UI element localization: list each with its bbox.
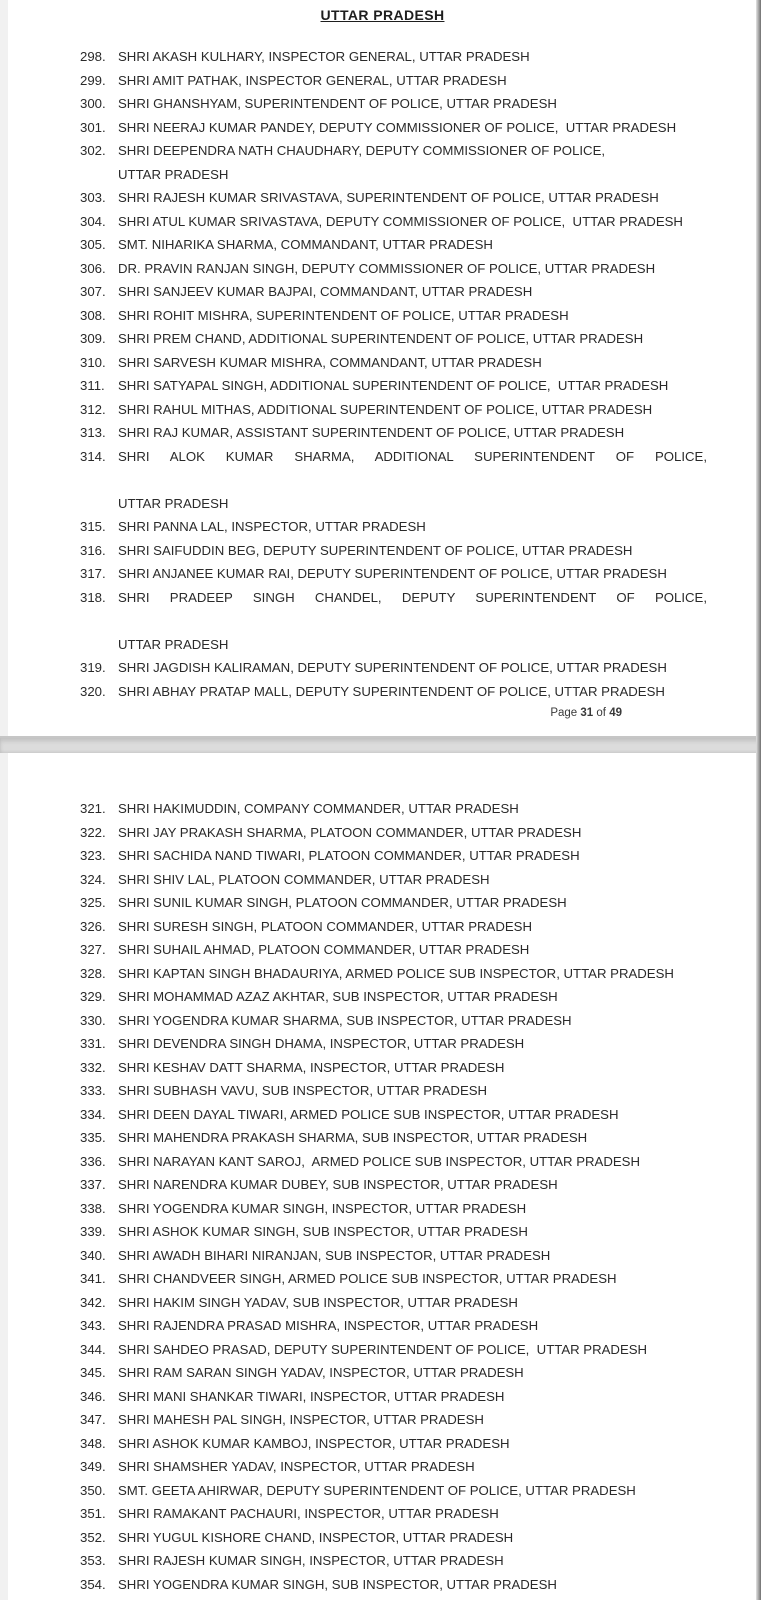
officer-list-item xyxy=(80,1526,707,1550)
officer-list-item xyxy=(80,1408,707,1432)
item-text: SHRI SUHAIL AHMAD, PLATOON COMMANDER, UTTAR PRADESH xyxy=(118,942,530,957)
item-number: 315. xyxy=(80,519,106,534)
item-text-line-1: SHRI PRADEEP SINGH CHANDEL, DEPUTY SUPERINTENDENT OF POLICE, xyxy=(118,589,707,605)
item-number: 342. xyxy=(80,1294,106,1310)
officer-list-item xyxy=(80,421,707,445)
officer-list-item xyxy=(80,844,707,868)
item-text xyxy=(118,586,707,657)
item-number: 347. xyxy=(80,1412,106,1427)
item-text: SHRI ANJANEE KUMAR RAI, DEPUTY SUPERINTENDENT OF POLICE, UTTAR PRADESH xyxy=(118,566,667,581)
item-text: SHRI HAKIMUDDIN, COMPANY COMMANDER, UTTAR PRADESH xyxy=(118,801,519,816)
item-number: 322. xyxy=(80,824,106,840)
item-text: SHRI JAGDISH KALIRAMAN, DEPUTY SUPERINTENDENT OF POLICE, UTTAR PRADESH xyxy=(118,660,667,675)
officer-list-item xyxy=(80,280,707,304)
item-number: 346. xyxy=(80,1388,106,1404)
officer-list-item xyxy=(80,915,707,939)
item-number: 326. xyxy=(80,918,106,934)
item-number: 348. xyxy=(80,1435,106,1451)
officer-list-item xyxy=(80,1479,707,1503)
item-text: SHRI ASHOK KUMAR SINGH, SUB INSPECTOR, UTTAR PRADESH xyxy=(118,1224,528,1239)
item-text-line-2: UTTAR PRADESH xyxy=(118,166,229,182)
item-number: 334. xyxy=(80,1106,106,1122)
item-number: 352. xyxy=(80,1529,106,1545)
item-text: SHRI MOHAMMAD AZAZ AKHTAR, SUB INSPECTOR, UTTAR PRADESH xyxy=(118,989,558,1004)
item-text: SHRI SANJEEV KUMAR BAJPAI, COMMANDANT, UTTAR PRADESH xyxy=(118,284,533,299)
page-1 xyxy=(8,0,757,736)
item-number: 340. xyxy=(80,1247,106,1263)
officer-list-item xyxy=(80,1385,707,1409)
item-text: SHRI RAJESH KUMAR SRIVASTAVA, SUPERINTENDENT OF POLICE, UTTAR PRADESH xyxy=(118,190,659,205)
item-number: 345. xyxy=(80,1365,106,1380)
item-number: 333. xyxy=(80,1083,106,1098)
item-text: SHRI PREM CHAND, ADDITIONAL SUPERINTENDENT OF POLICE, UTTAR PRADESH xyxy=(118,331,644,346)
item-number: 299. xyxy=(80,72,106,88)
item-text: SHRI YOGENDRA KUMAR SHARMA, SUB INSPECTOR, UTTAR PRADESH xyxy=(118,1012,572,1028)
officer-list-item xyxy=(80,1455,707,1479)
item-text: SHRI DEEN DAYAL TIWARI, ARMED POLICE SUB INSPECTOR, UTTAR PRADESH xyxy=(118,1106,619,1122)
item-number: 349. xyxy=(80,1459,106,1474)
item-text: SHRI NEERAJ KUMAR PANDEY, DEPUTY COMMISSIONER OF POLICE, UTTAR PRADESH xyxy=(118,119,677,135)
item-number: 329. xyxy=(80,989,106,1004)
officer-list-item xyxy=(80,586,707,657)
item-number: 336. xyxy=(80,1153,106,1169)
item-number: 311. xyxy=(80,378,105,393)
item-text xyxy=(118,445,707,516)
item-number: 317. xyxy=(80,566,106,581)
officer-list-item xyxy=(80,1197,707,1221)
item-text: SMT. GEETA AHIRWAR, DEPUTY SUPERINTENDENT OF POLICE, UTTAR PRADESH xyxy=(118,1482,636,1498)
footer-current-page: 31 xyxy=(580,707,594,719)
officer-list-item xyxy=(80,985,707,1009)
officer-list-item xyxy=(80,1267,707,1291)
officer-list-item xyxy=(80,445,707,516)
officer-list-item xyxy=(80,962,707,986)
item-number: 354. xyxy=(80,1576,106,1592)
officer-list-item xyxy=(80,656,707,680)
item-text: SMT. NIHARIKA SHARMA, COMMANDANT, UTTAR PRADESH xyxy=(118,237,493,252)
item-text: SHRI ASHOK KUMAR KAMBOJ, INSPECTOR, UTTAR PRADESH xyxy=(118,1435,510,1451)
item-text: SHRI RAHUL MITHAS, ADDITIONAL SUPERINTENDENT OF POLICE, UTTAR PRADESH xyxy=(118,401,653,417)
item-text: SHRI SATYAPAL SINGH, ADDITIONAL SUPERINTENDENT OF POLICE, UTTAR PRADESH xyxy=(118,378,669,393)
item-number: 332. xyxy=(80,1059,106,1075)
officer-list-item xyxy=(80,938,707,962)
officer-list-item xyxy=(80,680,707,704)
officer-list-item xyxy=(80,233,707,257)
item-number: 335. xyxy=(80,1130,106,1145)
officer-list-item xyxy=(80,116,707,140)
item-text: SHRI NARENDRA KUMAR DUBEY, SUB INSPECTOR, UTTAR PRADESH xyxy=(118,1177,558,1192)
officer-list-item xyxy=(80,1314,707,1338)
item-text: SHRI YOGENDRA KUMAR SINGH, INSPECTOR, UTTAR PRADESH xyxy=(118,1200,527,1216)
item-number: 344. xyxy=(80,1341,106,1357)
officer-list-item xyxy=(80,92,707,116)
item-number: 312. xyxy=(80,401,106,417)
item-number: 324. xyxy=(80,871,106,887)
item-text: SHRI ATUL KUMAR SRIVASTAVA, DEPUTY COMMISSIONER OF POLICE, UTTAR PRADESH xyxy=(118,213,683,229)
item-text-line-1: SHRI DEEPENDRA NATH CHAUDHARY, DEPUTY COMMISSIONER OF POLICE, xyxy=(118,143,606,158)
item-text: SHRI YUGUL KISHORE CHAND, INSPECTOR, UTTAR PRADESH xyxy=(118,1529,514,1545)
item-text: SHRI AMIT PATHAK, INSPECTOR GENERAL, UTTAR PRADESH xyxy=(118,72,507,88)
item-number: 337. xyxy=(80,1177,106,1192)
item-number: 307. xyxy=(80,284,106,299)
item-text: SHRI AKASH KULHARY, INSPECTOR GENERAL, UTTAR PRADESH xyxy=(118,49,530,64)
item-number: 301. xyxy=(80,119,106,135)
officer-list-item xyxy=(80,1103,707,1127)
officer-list-item xyxy=(80,797,707,821)
item-text: DR. PRAVIN RANJAN SINGH, DEPUTY COMMISSIONER OF POLICE, UTTAR PRADESH xyxy=(118,260,656,276)
item-number: 341. xyxy=(80,1271,106,1286)
item-number: 339. xyxy=(80,1224,106,1239)
page-2 xyxy=(8,753,757,1600)
item-number: 327. xyxy=(80,942,106,957)
item-number: 351. xyxy=(80,1506,106,1521)
officer-list-item xyxy=(80,562,707,586)
officer-list-item xyxy=(80,868,707,892)
item-number: 328. xyxy=(80,965,106,981)
officer-list-item xyxy=(80,327,707,351)
item-number: 319. xyxy=(80,660,106,675)
item-number: 353. xyxy=(80,1553,106,1568)
item-number: 316. xyxy=(80,542,106,558)
officer-list-item xyxy=(80,69,707,93)
item-text: SHRI SUNIL KUMAR SINGH, PLATOON COMMANDER, UTTAR PRADESH xyxy=(118,895,567,910)
item-number: 302. xyxy=(80,143,106,158)
item-text: SHRI KESHAV DATT SHARMA, INSPECTOR, UTTAR PRADESH xyxy=(118,1059,505,1075)
item-text: SHRI RAJ KUMAR, ASSISTANT SUPERINTENDENT OF POLICE, UTTAR PRADESH xyxy=(118,425,625,440)
item-number: 314. xyxy=(80,448,106,464)
page-title: UTTAR PRADESH xyxy=(320,7,445,23)
item-number: 313. xyxy=(80,425,106,440)
officer-list-item xyxy=(80,1126,707,1150)
officer-list-item xyxy=(80,398,707,422)
officer-list-item xyxy=(80,891,707,915)
item-text: SHRI PANNA LAL, INSPECTOR, UTTAR PRADESH xyxy=(118,519,426,534)
officer-list-item xyxy=(80,515,707,539)
officer-list-item xyxy=(80,821,707,845)
item-text-line-2: UTTAR PRADESH xyxy=(118,495,229,511)
item-text: SHRI GHANSHYAM, SUPERINTENDENT OF POLICE, UTTAR PRADESH xyxy=(118,96,557,111)
item-text-line-2: UTTAR PRADESH xyxy=(118,636,229,652)
officer-list-item xyxy=(80,351,707,375)
officer-list-item xyxy=(80,1244,707,1268)
item-text: SHRI SACHIDA NAND TIWARI, PLATOON COMMANDER, UTTAR PRADESH xyxy=(118,848,580,863)
officer-list-item xyxy=(80,1338,707,1362)
item-text: SHRI RAJENDRA PRASAD MISHRA, INSPECTOR, UTTAR PRADESH xyxy=(118,1318,539,1333)
officer-list-item xyxy=(80,1009,707,1033)
officer-list-item xyxy=(80,1079,707,1103)
item-number: 325. xyxy=(80,895,106,910)
item-text: SHRI SAIFUDDIN BEG, DEPUTY SUPERINTENDENT OF POLICE, UTTAR PRADESH xyxy=(118,542,633,558)
item-number: 298. xyxy=(80,49,106,64)
footer-page-label: Page xyxy=(550,707,578,719)
item-text: SHRI MAHENDRA PRAKASH SHARMA, SUB INSPECTOR, UTTAR PRADESH xyxy=(118,1130,588,1145)
item-text: SHRI SHAMSHER YADAV, INSPECTOR, UTTAR PRADESH xyxy=(118,1459,475,1474)
item-text: SHRI RAMAKANT PACHAURI, INSPECTOR, UTTAR PRADESH xyxy=(118,1506,499,1521)
item-number: 350. xyxy=(80,1482,106,1498)
officer-list-item xyxy=(80,1549,707,1573)
item-number: 343. xyxy=(80,1318,106,1333)
footer-of-label: of xyxy=(596,707,606,719)
officer-list-item xyxy=(80,1032,707,1056)
officer-list-item xyxy=(80,1361,707,1385)
officer-list-page-2 xyxy=(8,753,757,1596)
item-number: 331. xyxy=(80,1036,106,1051)
item-number: 306. xyxy=(80,260,106,276)
item-text: SHRI RAJESH KUMAR SINGH, INSPECTOR, UTTAR PRADESH xyxy=(118,1553,504,1568)
item-text xyxy=(118,139,707,186)
item-number: 330. xyxy=(80,1012,106,1028)
item-number: 338. xyxy=(80,1200,106,1216)
officer-list-item xyxy=(80,186,707,210)
item-text: SHRI DEVENDRA SINGH DHAMA, INSPECTOR, UTTAR PRADESH xyxy=(118,1036,525,1051)
officer-list-item xyxy=(80,1573,707,1597)
item-number: 320. xyxy=(80,683,106,699)
officer-list-item xyxy=(80,45,707,69)
item-number: 303. xyxy=(80,190,106,205)
item-text: SHRI SURESH SINGH, PLATOON COMMANDER, UTTAR PRADESH xyxy=(118,918,532,934)
item-number: 318. xyxy=(80,589,106,605)
officer-list-item xyxy=(80,257,707,281)
officer-list-item xyxy=(80,210,707,234)
officer-list-item xyxy=(80,139,707,186)
officer-list-item xyxy=(80,374,707,398)
item-text: SHRI RAM SARAN SINGH YADAV, INSPECTOR, UTTAR PRADESH xyxy=(118,1365,524,1380)
item-number: 310. xyxy=(80,354,106,370)
item-number: 323. xyxy=(80,848,106,863)
item-text: SHRI KAPTAN SINGH BHADAURIYA, ARMED POLICE SUB INSPECTOR, UTTAR PRADESH xyxy=(118,965,674,981)
page-break-gap xyxy=(0,736,761,753)
item-number: 309. xyxy=(80,331,106,346)
officer-list-item xyxy=(80,1502,707,1526)
item-text: SHRI MANI SHANKAR TIWARI, INSPECTOR, UTTAR PRADESH xyxy=(118,1388,505,1404)
item-number: 321. xyxy=(80,801,106,816)
officer-list-item xyxy=(80,1220,707,1244)
item-text: SHRI ROHIT MISHRA, SUPERINTENDENT OF POLICE, UTTAR PRADESH xyxy=(118,307,569,323)
item-text: SHRI NARAYAN KANT SAROJ, ARMED POLICE SUB INSPECTOR, UTTAR PRADESH xyxy=(118,1153,640,1169)
item-text: SHRI JAY PRAKASH SHARMA, PLATOON COMMANDER, UTTAR PRADESH xyxy=(118,824,582,840)
item-text: SHRI YOGENDRA KUMAR SINGH, SUB INSPECTOR, UTTAR PRADESH xyxy=(118,1576,557,1592)
officer-list-item xyxy=(80,1150,707,1174)
footer-total-pages: 49 xyxy=(609,707,622,719)
officer-list-item xyxy=(80,1432,707,1456)
item-text-line-1: SHRI ALOK KUMAR SHARMA, ADDITIONAL SUPERINTENDENT OF POLICE, xyxy=(118,448,707,464)
officer-list-page-1 xyxy=(8,45,757,703)
item-text: SHRI SUBHASH VAVU, SUB INSPECTOR, UTTAR PRADESH xyxy=(118,1083,488,1098)
officer-list-item xyxy=(80,1173,707,1197)
item-text: SHRI SARVESH KUMAR MISHRA, COMMANDANT, UTTAR PRADESH xyxy=(118,354,542,370)
item-text: SHRI SAHDEO PRASAD, DEPUTY SUPERINTENDENT OF POLICE, UTTAR PRADESH xyxy=(118,1341,648,1357)
item-text: SHRI CHANDVEER SINGH, ARMED POLICE SUB INSPECTOR, UTTAR PRADESH xyxy=(118,1271,617,1286)
officer-list-item xyxy=(80,1056,707,1080)
officer-list-item xyxy=(80,304,707,328)
officer-list-item xyxy=(80,1291,707,1315)
item-number: 305. xyxy=(80,237,106,252)
item-number: 308. xyxy=(80,307,106,323)
item-text: SHRI AWADH BIHARI NIRANJAN, SUB INSPECTOR, UTTAR PRADESH xyxy=(118,1247,551,1263)
page-footer xyxy=(8,703,757,723)
officer-list-item xyxy=(80,539,707,563)
item-text: SHRI MAHESH PAL SINGH, INSPECTOR, UTTAR PRADESH xyxy=(118,1412,484,1427)
item-text: SHRI HAKIM SINGH YADAV, SUB INSPECTOR, UTTAR PRADESH xyxy=(118,1294,518,1310)
item-number: 304. xyxy=(80,213,106,229)
item-text: SHRI SHIV LAL, PLATOON COMMANDER, UTTAR PRADESH xyxy=(118,871,490,887)
item-number: 300. xyxy=(80,96,106,111)
item-text: SHRI ABHAY PRATAP MALL, DEPUTY SUPERINTENDENT OF POLICE, UTTAR PRADESH xyxy=(118,683,665,699)
